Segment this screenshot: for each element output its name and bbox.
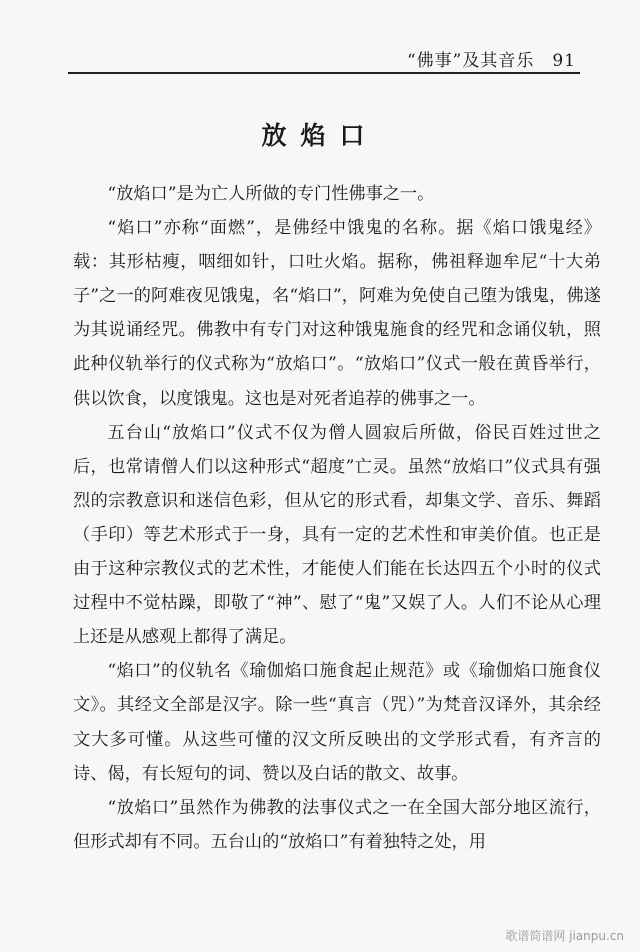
article-body (73, 177, 601, 859)
page-number: 91 (552, 51, 576, 71)
running-header (407, 46, 576, 71)
article-title: 放焰口 (261, 121, 379, 150)
paragraph: “焰口”亦称“面燃”，是佛经中饿鬼的名称。据《焰口饿鬼经》载：其形枯瘦，咽细如针，口吐火焰。据称，佛祖释迦牟尼“十大弟子”之一的阿难夜见饿鬼，名“焰口”，阿难为免使自己堕为饿鬼，佛遂为其说诵经咒。佛教中有专门对这种饿鬼施食的经咒和念诵仪轨，照此种仪轨举行的仪式称为“放焰口”。“放焰口”仪式一般在黄昏举行，供以饮食，以度饿鬼。这也是对死者追荐的佛事之一。 (73, 218, 601, 409)
paragraph: “放焰口”虽然作为佛教的法事仪式之一在全国大部分地区流行，但形式却有不同。五台山的“放焰口”有着独特之处，用 (73, 797, 601, 852)
paragraph: “放焰口”是为亡人所做的专门性佛事之一。 (107, 184, 435, 204)
header-rule (68, 72, 580, 74)
paragraph: “焰口”的仪轨名《瑜伽焰口施食起止规范》或《瑜伽焰口施食仪文》。其经文全部是汉字。除一些“真言（咒）”为梵音汉译外，其余经文大多可懂。从这些可懂的汉文所反映出的文学形式看，有齐言的诗、偈，有长短句的词、赞以及白话的散文、故事。 (73, 661, 601, 784)
running-title: “佛事”及其音乐 (406, 51, 535, 71)
paragraph: 五台山“放焰口”仪式不仅为僧人圆寂后所做，俗民百姓过世之后，也常请僧人们以这种形式“超度”亡灵。虽然“放焰口”仪式具有强烈的宗教意识和迷信色彩，但从它的形式看，却集文学、音乐、舞蹈（手印）等艺术形式于一身，具有一定的艺术性和审美价值。也正是由于这种宗教仪式的艺术性，才能使人们能在长达四五个小时的仪式过程中不觉枯躁，即敬了“神”、慰了“鬼”又娱了人。人们不论从心理上还是从感观上都得了满足。 (73, 422, 601, 648)
site-watermark: 歌谱简谱网 jianpu.cn (505, 929, 624, 943)
